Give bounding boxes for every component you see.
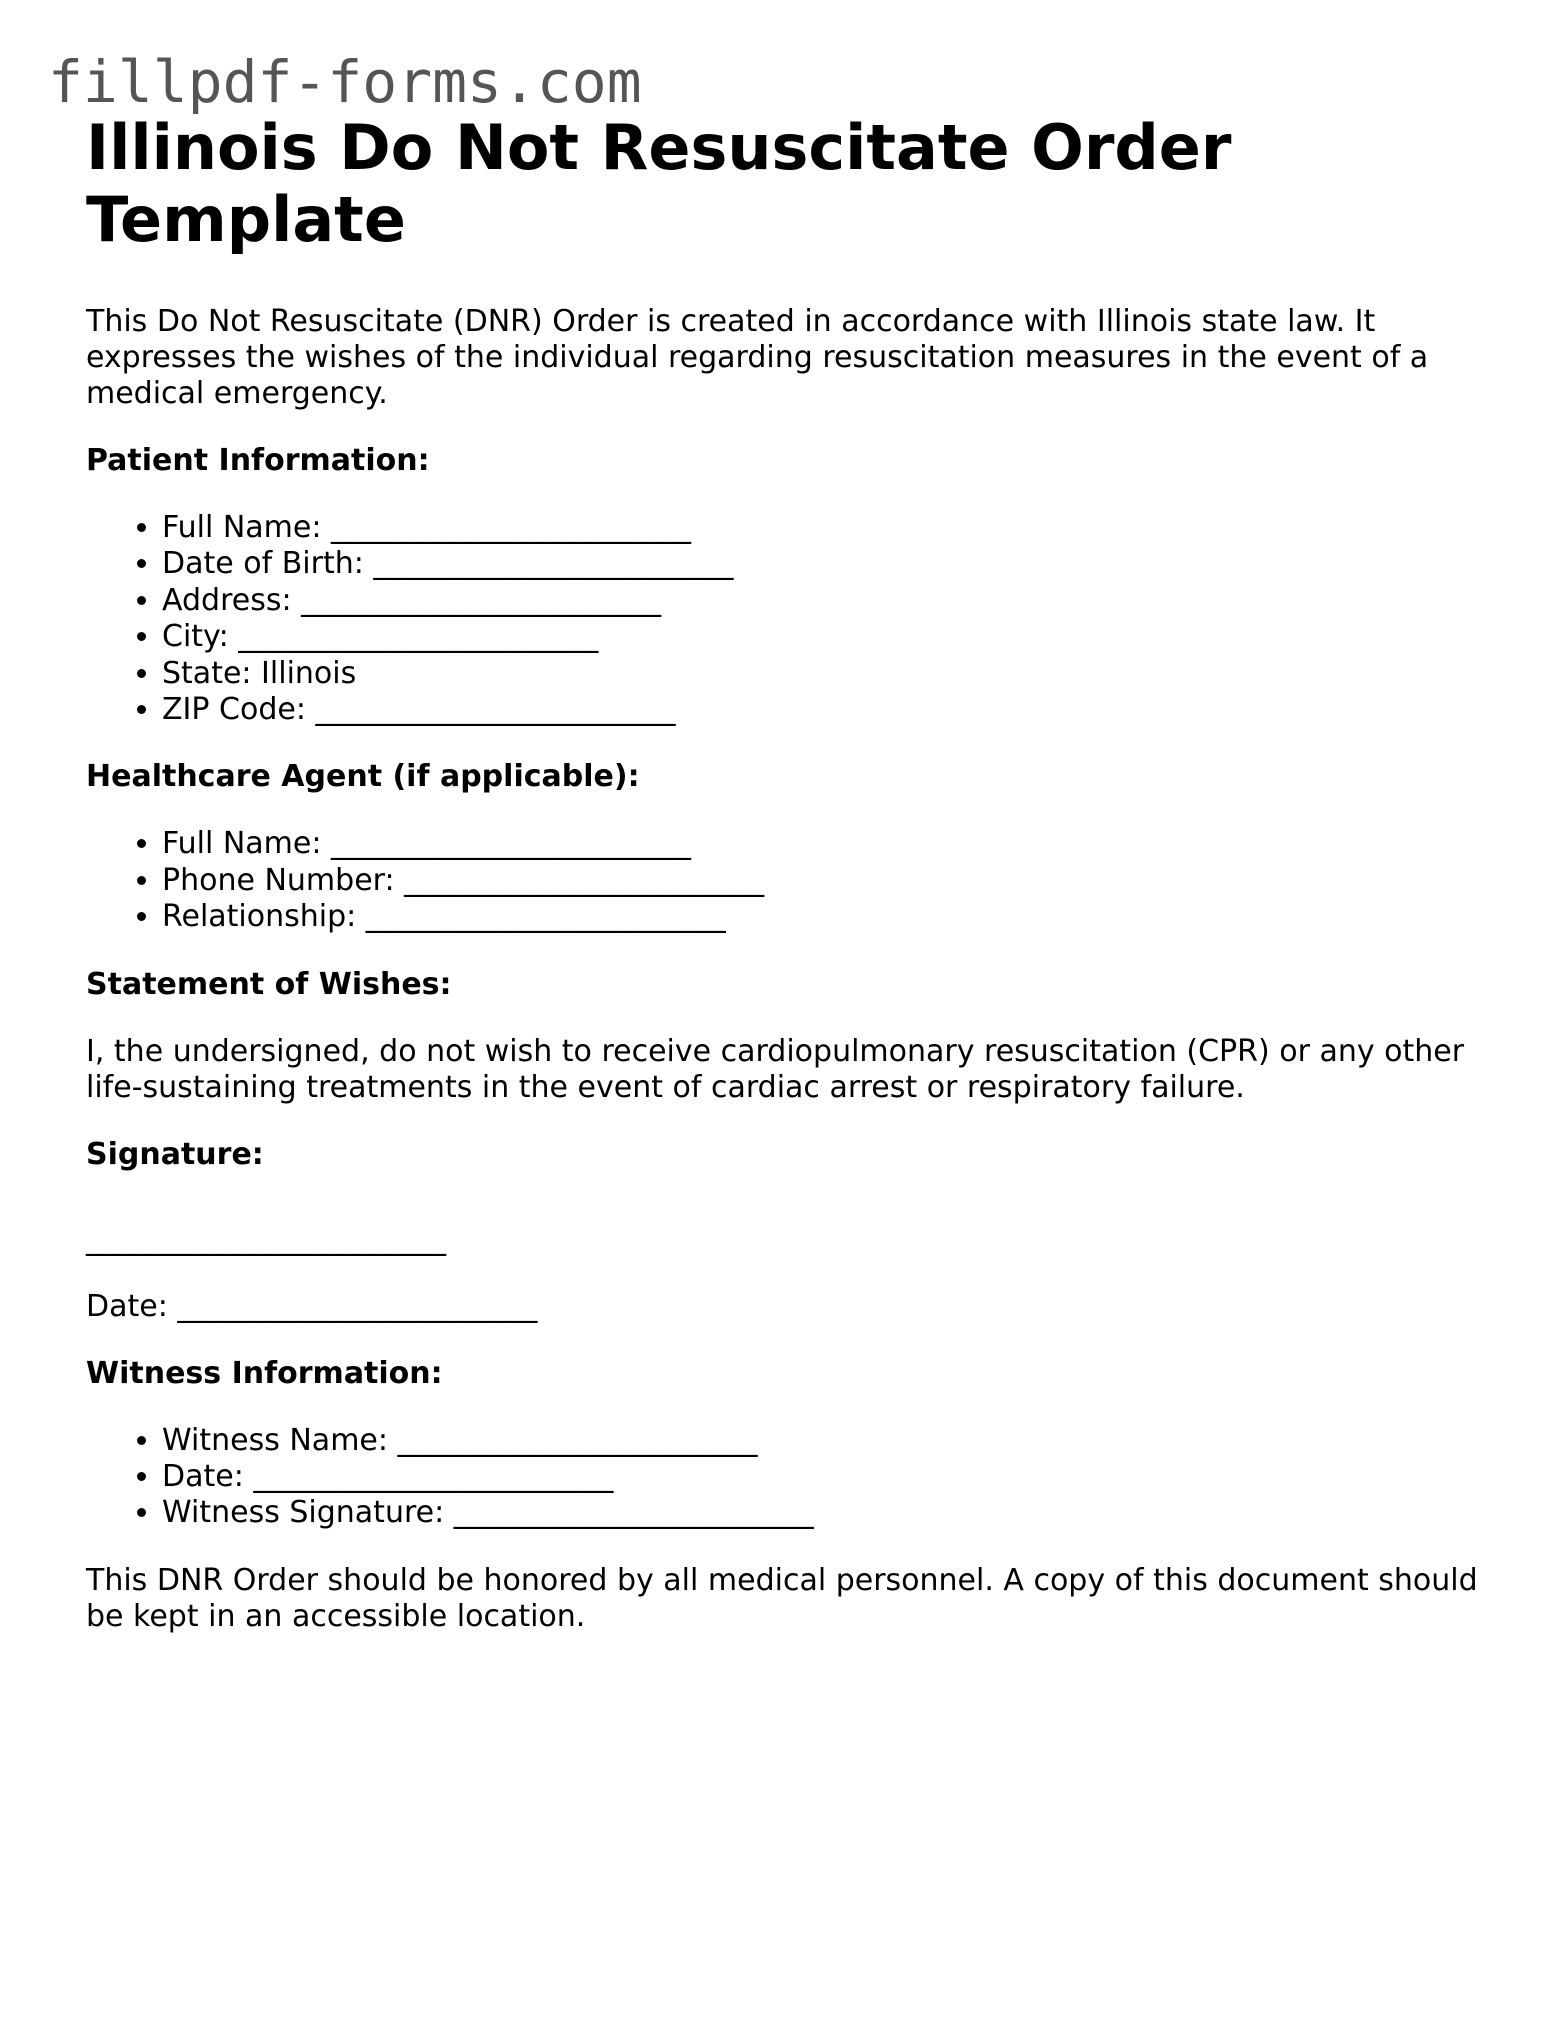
intro-paragraph: This Do Not Resuscitate (DNR) Order is created in accordance with Illinois state law. It expresses the wishes of the individual regarding resuscitation measures in the event of a medical emergency. bbox=[86, 304, 1429, 411]
statement-of-wishes-heading: Statement of Wishes: bbox=[86, 966, 452, 1002]
patient-info-list bbox=[86, 510, 1486, 728]
agent-full-name-field[interactable]: • Full Name: ________________________ bbox=[162, 826, 1486, 862]
watermark: fillpdf-forms.com bbox=[48, 48, 642, 116]
page-title: Illinois Do Not Resuscitate Order Template bbox=[86, 111, 1232, 256]
witness-info-heading: Witness Information: bbox=[86, 1355, 443, 1391]
patient-zip-code-field[interactable]: • ZIP Code: ________________________ bbox=[162, 692, 1486, 728]
signature-date-field[interactable]: Date: ________________________ bbox=[86, 1288, 538, 1324]
agent-relationship-field[interactable]: • Relationship: ________________________ bbox=[162, 899, 1486, 935]
statement-of-wishes-text: I, the undersigned, do not wish to receive cardiopulmonary resuscitation (CPR) or any other life-sustaining treatments in the event of cardiac arrest or respiratory failure. bbox=[86, 1033, 1465, 1105]
patient-address-field[interactable]: • Address: ________________________ bbox=[162, 583, 1486, 619]
patient-city-field[interactable]: • City: ________________________ bbox=[162, 619, 1486, 655]
document bbox=[86, 112, 1486, 1635]
patient-info-heading: Patient Information: bbox=[86, 443, 430, 478]
witness-name-field[interactable]: • Witness Name: ________________________ bbox=[162, 1423, 1486, 1459]
healthcare-agent-list bbox=[86, 826, 1486, 935]
patient-state-field: • State: Illinois bbox=[162, 656, 1486, 692]
agent-phone-number-field[interactable]: • Phone Number: ________________________ bbox=[162, 863, 1486, 899]
patient-full-name-field[interactable]: • Full Name: ________________________ bbox=[162, 510, 1486, 546]
witness-signature-field[interactable]: • Witness Signature: ________________________ bbox=[162, 1495, 1486, 1531]
healthcare-agent-heading: Healthcare Agent (if applicable): bbox=[86, 759, 640, 795]
closing-paragraph: This DNR Order should be honored by all medical personnel. A copy of this document should be kept in an accessible location. bbox=[86, 1562, 1478, 1634]
witness-info-list bbox=[86, 1423, 1486, 1532]
signature-heading: Signature: bbox=[86, 1136, 264, 1172]
witness-date-field[interactable]: • Date: ________________________ bbox=[162, 1459, 1486, 1495]
patient-date-of-birth-field[interactable]: • Date of Birth: ________________________ bbox=[162, 546, 1486, 582]
signature-line[interactable]: ________________________ bbox=[86, 1221, 446, 1257]
